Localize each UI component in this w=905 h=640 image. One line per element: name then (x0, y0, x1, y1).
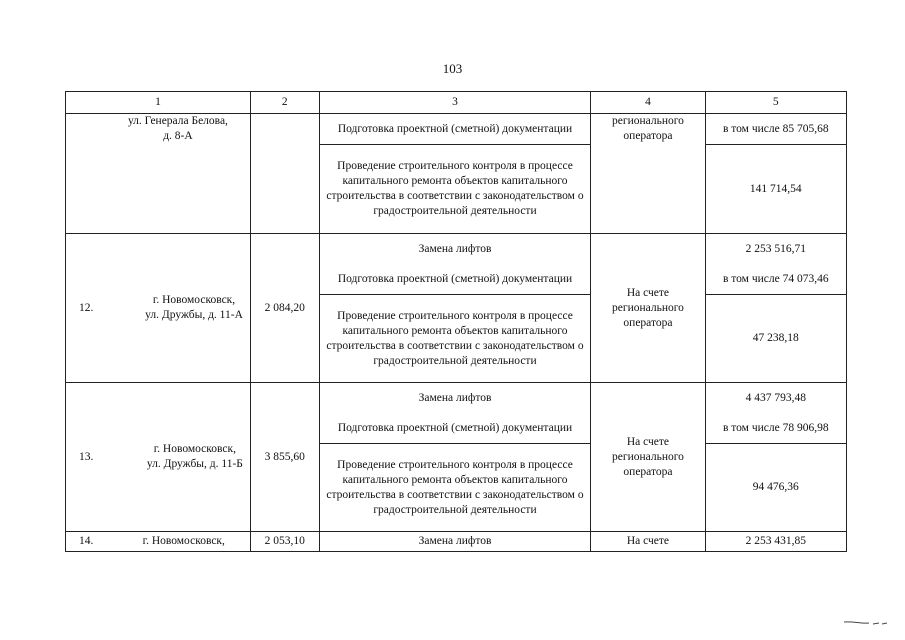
header-col-5: 5 (705, 92, 846, 114)
address-cell (66, 234, 251, 383)
address-text: г. Новомосковск, (142, 535, 225, 547)
cost-control: 94 476,36 (705, 444, 846, 532)
area-cell: 3 855,60 (250, 383, 319, 532)
area-cell: 2 053,10 (250, 532, 319, 552)
address-cell (66, 114, 251, 234)
header-col-3: 3 (319, 92, 591, 114)
header-row (66, 92, 847, 114)
work-control: Проведение строительного контроля в процессе капитального ремонта объектов капитального строительства в соответствии с законодательством о градостроительной деятельности (319, 295, 591, 383)
area-cell (250, 114, 319, 234)
table-row (66, 532, 847, 552)
work-lift: Замена лифтов (418, 391, 492, 404)
address-text: г. Новомосковск, ул. Дружбы, д. 11-А (145, 294, 243, 321)
work-design: Подготовка проектной (сметной) документации (319, 114, 591, 145)
cost-design: в том числе 78 906,98 (722, 421, 829, 434)
header-col-4: 4 (591, 92, 705, 114)
cost-design: в том числе 74 073,46 (722, 272, 829, 285)
table-row (66, 383, 847, 444)
address-cell (66, 532, 251, 552)
work-lift: Замена лифтов (319, 532, 591, 552)
row-number: 12. (79, 301, 94, 314)
address-text: ул. Генерала Белова, д. 8-А (127, 115, 228, 142)
cost-lift: 4 437 793,48 (745, 391, 806, 404)
method-cell: На счете регионального оператора (591, 383, 705, 532)
row-number: 13. (79, 450, 94, 463)
table-row (66, 114, 847, 145)
work-lift-design (319, 383, 591, 444)
cost-lift: 2 253 516,71 (745, 242, 806, 255)
cost-control: 47 238,18 (705, 295, 846, 383)
scan-mark (843, 620, 888, 626)
capital-repair-table (65, 91, 847, 552)
address-text: г. Новомосковск, ул. Дружбы, д. 11-Б (146, 443, 243, 470)
cost-lift: 2 253 431,85 (705, 532, 846, 552)
header-col-2: 2 (250, 92, 319, 114)
method-cell: регионального оператора (591, 114, 705, 234)
work-lift-design (319, 234, 591, 295)
work-design: Подготовка проектной (сметной) документации (337, 421, 573, 434)
method-cell: На счете регионального оператора (591, 234, 705, 383)
row-number: 14. (79, 535, 94, 547)
area-cell: 2 084,20 (250, 234, 319, 383)
address-cell (66, 383, 251, 532)
cost-design: в том числе 85 705,68 (705, 114, 846, 145)
work-control: Проведение строительного контроля в процессе капитального ремонта объектов капитального строительства в соответствии с законодательством о градостроительной деятельности (319, 444, 591, 532)
page-number: 103 (442, 61, 463, 76)
work-lift: Замена лифтов (418, 242, 492, 255)
method-cell: На счете (591, 532, 705, 552)
work-design: Подготовка проектной (сметной) документации (337, 272, 573, 285)
table-row (66, 234, 847, 295)
cost-lift-design (705, 383, 846, 444)
cost-control: 141 714,54 (705, 145, 846, 234)
cost-lift-design (705, 234, 846, 295)
header-col-1: 1 (66, 92, 251, 114)
work-control: Проведение строительного контроля в процессе капитального ремонта объектов капитального строительства в соответствии с законодательством о градостроительной деятельности (319, 145, 591, 234)
